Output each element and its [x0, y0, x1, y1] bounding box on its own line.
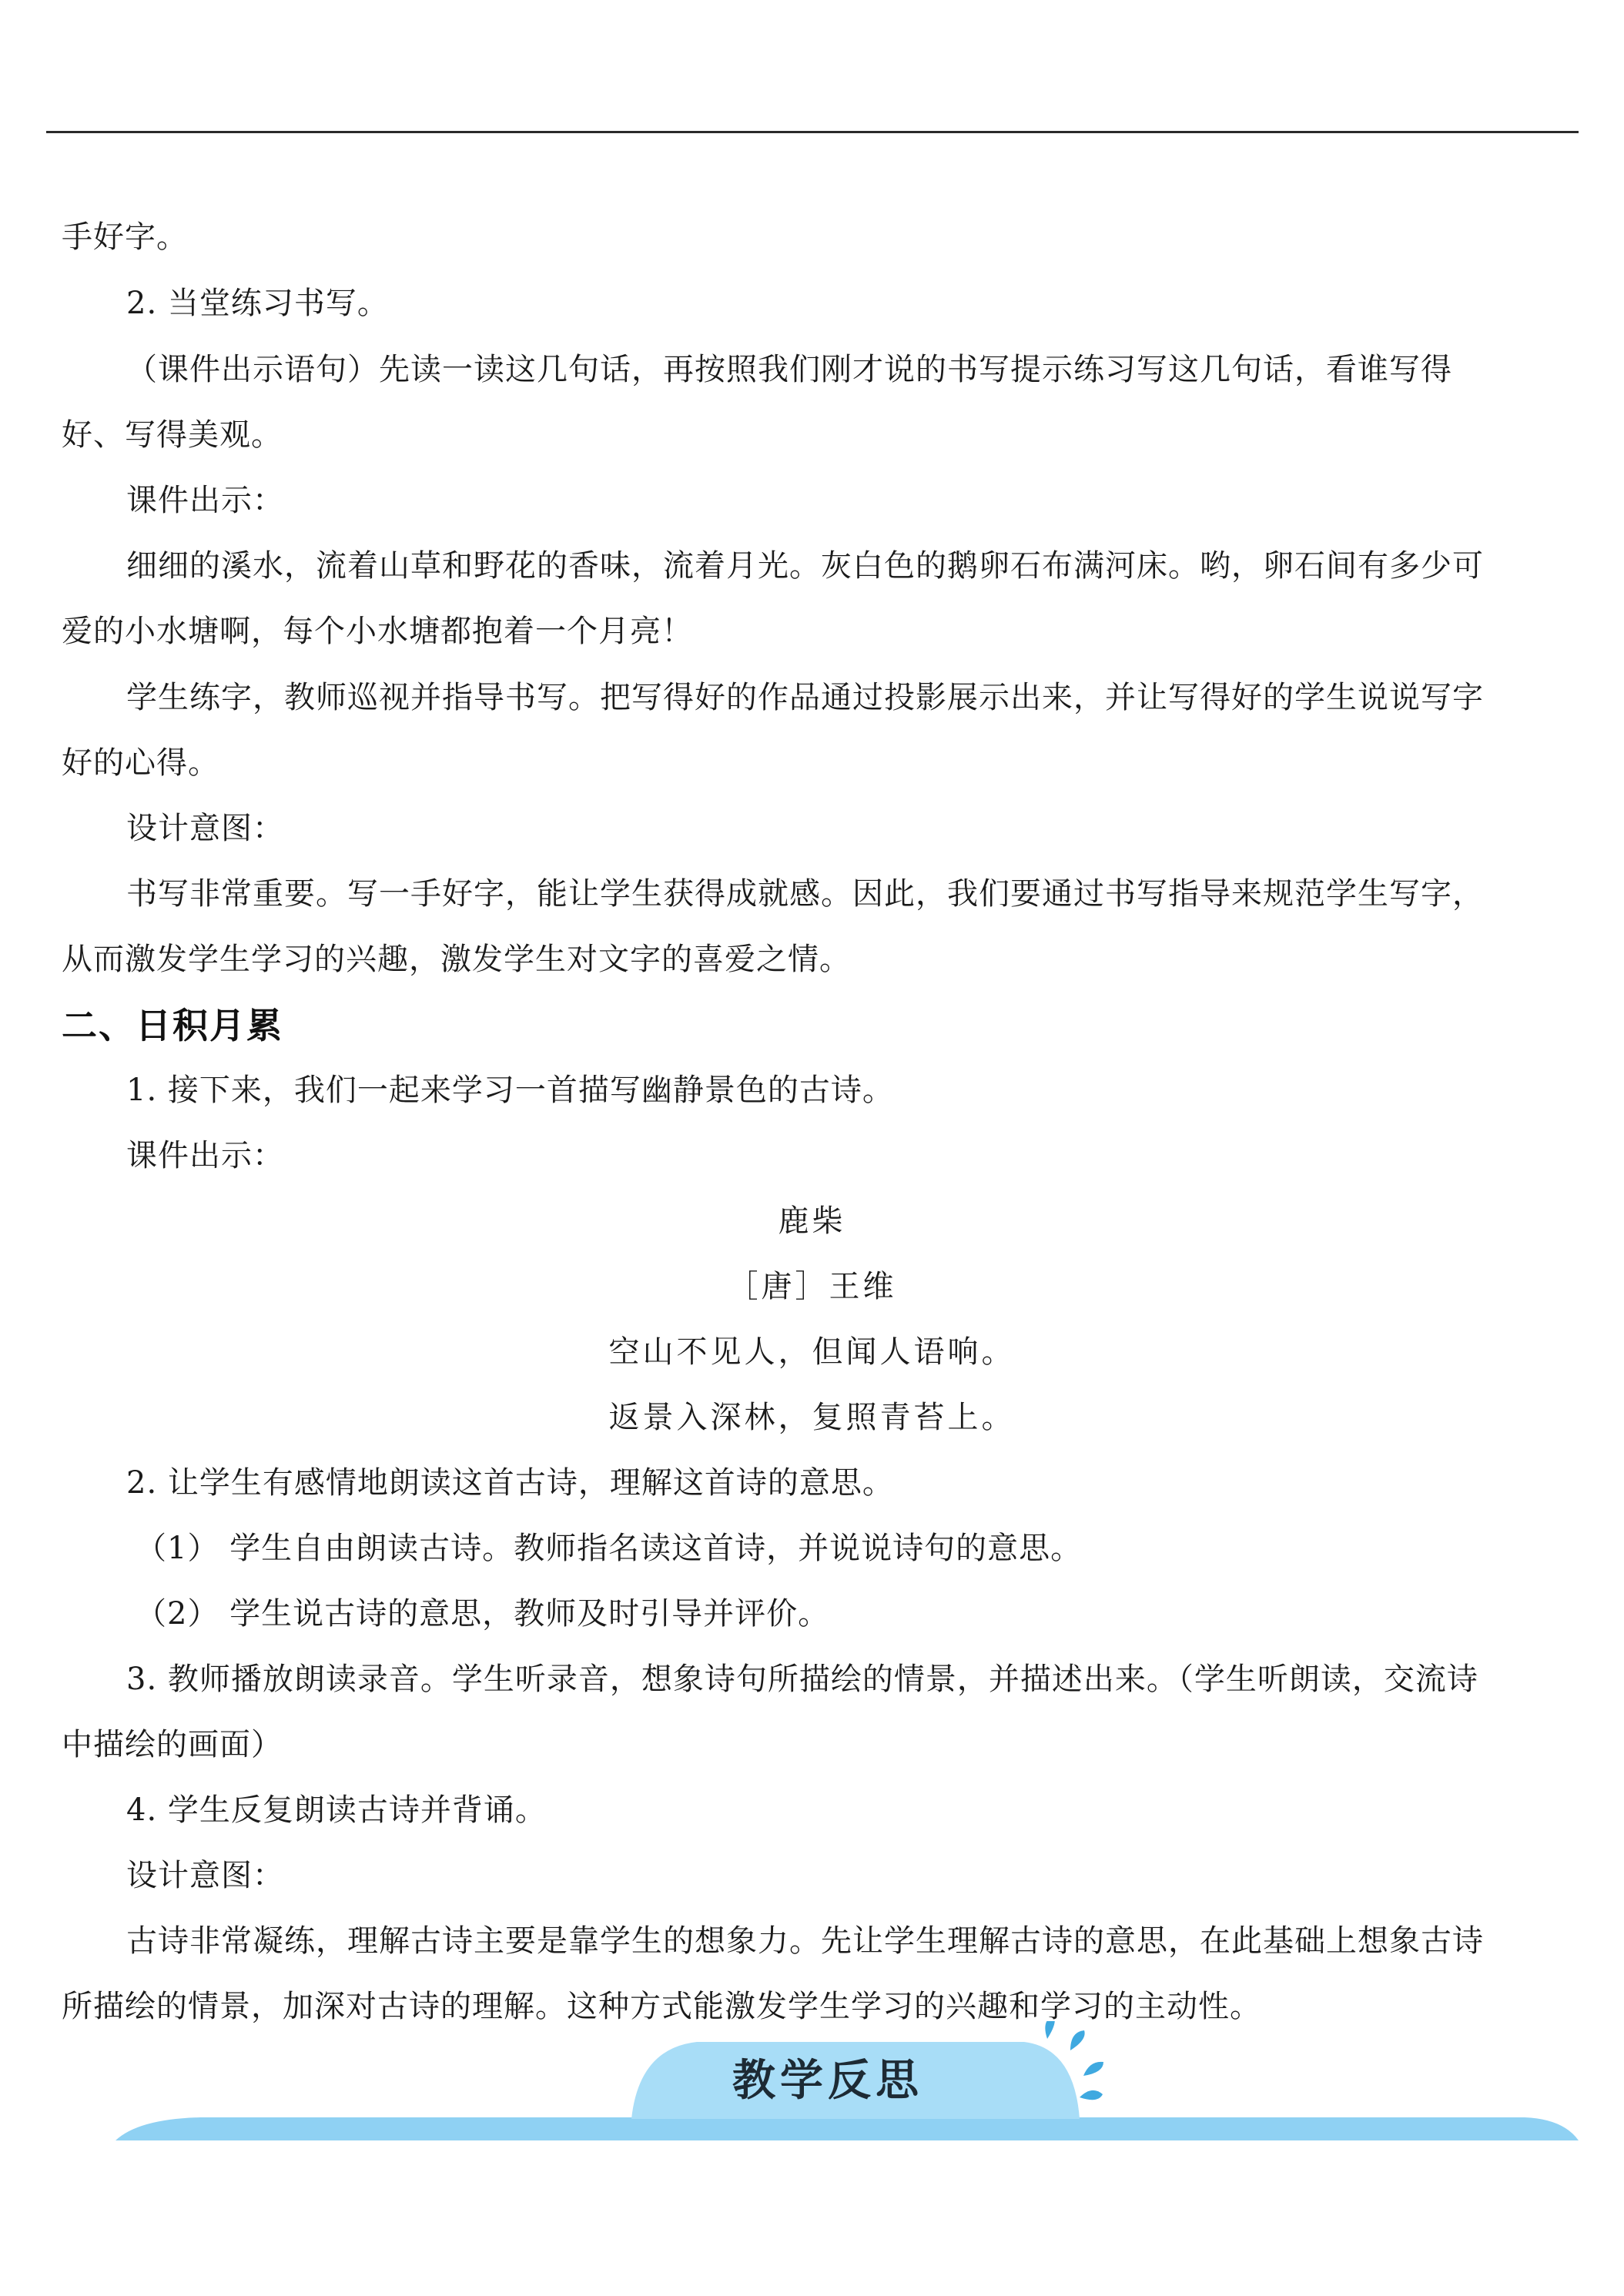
paragraph-line: （课件出示语句）先读一读这几句话，再按照我们刚才说的书写提示练习写这几句话，看谁写得: [126, 352, 1452, 387]
paragraph-line: 手好字。: [62, 219, 188, 255]
banner-band: [116, 2117, 1579, 2140]
paragraph-line: 2. 当堂练习书写。: [126, 286, 389, 321]
paragraph-line: 3. 教师播放朗读录音。学生听录音，想象诗句所描绘的情景，并描述出来。（学生听朗读，交流诗: [126, 1662, 1478, 1697]
paragraph-line: 2. 让学生有感情地朗读这首古诗，理解这首诗的意思。: [126, 1465, 894, 1501]
header-rule: [46, 131, 1579, 133]
paragraph-line: 课件出示：: [126, 1138, 284, 1173]
paragraph-line: 4. 学生反复朗读古诗并背诵。: [126, 1792, 547, 1828]
poem-title: 鹿柴: [778, 1203, 846, 1239]
paragraph-line: 古诗非常凝练，理解古诗主要是靠学生的想象力。先让学生理解古诗的意思，在此基础上想象古诗: [126, 1923, 1484, 1959]
section-heading: 二、日积月累: [62, 1005, 283, 1046]
paragraph-line: 好、写得美观。: [62, 417, 283, 453]
paragraph-line: 中描绘的画面）: [62, 1727, 283, 1762]
paragraph-line: 书写非常重要。写一手好字，能让学生获得成就感。因此，我们要通过书写指导来规范学生写字，: [126, 876, 1484, 912]
paragraph-line: 设计意图：: [126, 1858, 284, 1893]
paragraph-line: （1） 学生自由朗读古诗。教师指名读这首诗，并说说诗句的意思。: [136, 1531, 1083, 1566]
paragraph-line: 设计意图：: [126, 811, 284, 846]
paragraph-line: 好的心得。: [62, 745, 219, 781]
paragraph-line: 从而激发学生学习的兴趣，激发学生对文字的喜爱之情。: [62, 942, 851, 977]
poem-author: ［唐］王维: [727, 1269, 897, 1304]
banner-title: 教学反思: [732, 2056, 923, 2106]
paragraph-line: 所描绘的情景，加深对古诗的理解。这种方式能激发学生学习的兴趣和学习的主动性。: [62, 1989, 1261, 2024]
poem-line: 返景入深林，复照青苔上。: [608, 1400, 1016, 1435]
paragraph-line: 课件出示：: [126, 483, 284, 518]
poem-line: 空山不见人，但闻人语响。: [608, 1334, 1016, 1370]
paragraph-line: （2） 学生说古诗的意思，教师及时引导并评价。: [136, 1596, 830, 1632]
paragraph-line: 爱的小水塘啊，每个小水塘都抱着一个月亮！: [62, 614, 693, 649]
paragraph-line: 1. 接下来，我们一起来学习一首描写幽静景色的古诗。: [126, 1073, 894, 1108]
paragraph-line: 细细的溪水，流着山草和野花的香味，流着月光。灰白色的鹅卵石布满河床。哟，卵石间有多少可: [126, 548, 1484, 584]
paragraph-line: 学生练字，教师巡视并指导书写。把写得好的作品通过投影展示出来，并让写得好的学生说说写字: [126, 680, 1484, 715]
